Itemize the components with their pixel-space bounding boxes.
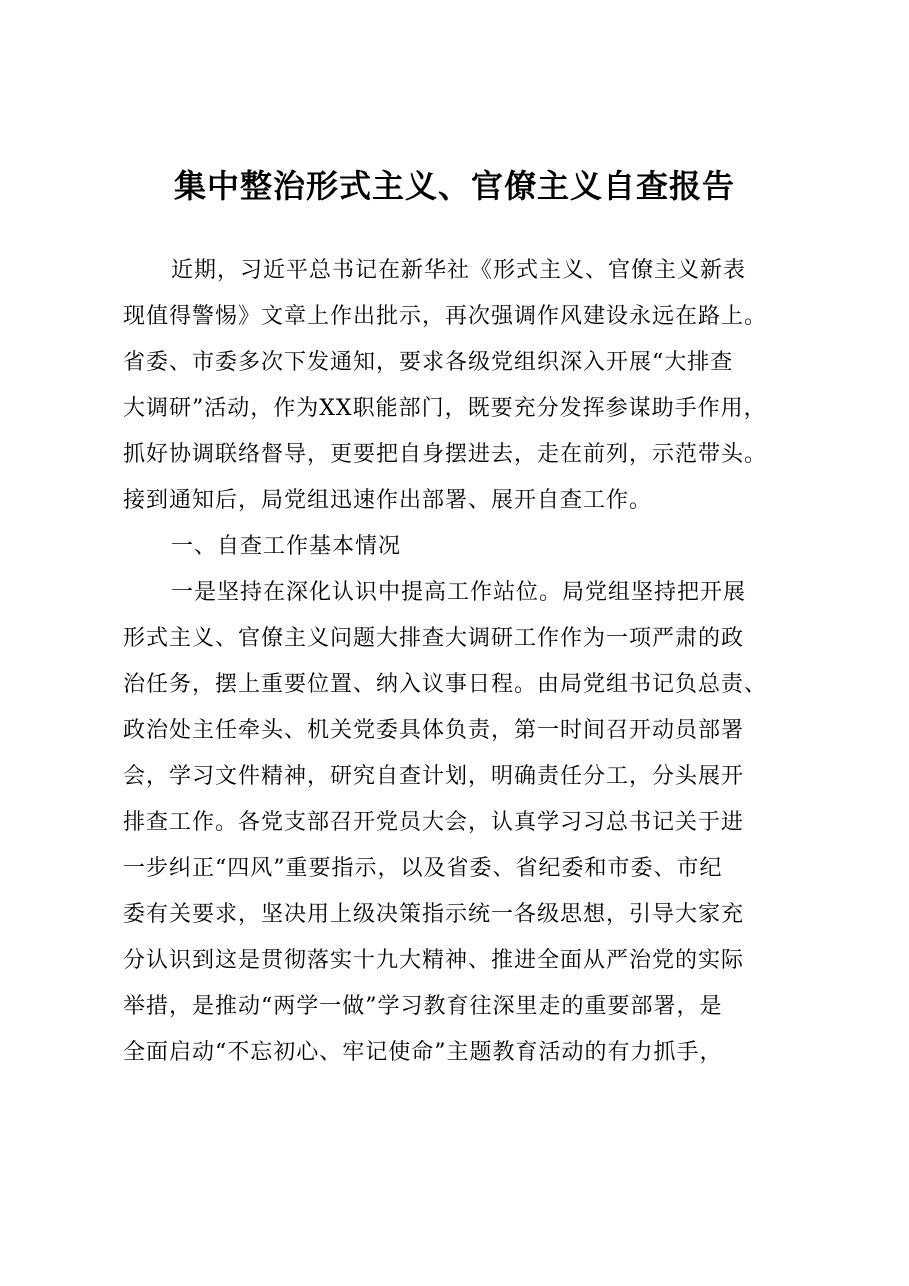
paragraph-line: 分认识到这是贯彻落实十九大精神、推进全面从严治党的实际: [123, 948, 745, 973]
paragraph-line: 抓好协调联络督导，更要把自身摆进去，走在前列，示范带头。: [123, 442, 768, 467]
section-heading: 一、自查工作基本情况: [171, 534, 402, 559]
paragraph-line: 形式主义、官僚主义问题大排查大调研工作作为一项严肃的政: [123, 626, 745, 651]
paragraph-line: 现值得警惕》文章上作出批示，再次强调作风建设永远在路上。: [123, 304, 768, 329]
paragraph-line: 大调研”活动，作为XX职能部门，既要充分发挥参谋助手作用，: [123, 396, 767, 421]
paragraph-line: 接到通知后，局党组迅速作出部署、展开自查工作。: [123, 488, 653, 513]
paragraph-line: 政治处主任牵头、机关党委具体负责，第一时间召开动员部署: [123, 718, 745, 743]
paragraph-line: 举措，是推动“两学一做”学习教育往深里走的重要部署，是: [123, 994, 723, 1019]
document-title: 集中整治形式主义、官僚主义自查报告: [173, 167, 735, 205]
paragraph-line: 一步纠正“四风”重要指示，以及省委、省纪委和市委、市纪: [123, 856, 723, 881]
paragraph-line: 省委、市委多次下发通知，要求各级党组织深入开展“大排查: [123, 350, 734, 375]
paragraph-line: 全面启动“不忘初心、牢记使命”主题教育活动的有力抓手，: [123, 1040, 723, 1065]
paragraph-line: 近期，习近平总书记在新华社《形式主义、官僚主义新表: [171, 258, 747, 283]
paragraph-line: 治任务，摆上重要位置、纳入议事日程。由局党组书记负总责、: [123, 672, 768, 697]
paragraph-line: 委有关要求，坚决用上级决策指示统一各级思想，引导大家充: [123, 902, 745, 927]
paragraph-line: 一是坚持在深化认识中提高工作站位。局党组坚持把开展: [171, 580, 747, 605]
document-body: [123, 248, 813, 1076]
paragraph-line: 排查工作。各党支部召开党员大会，认真学习习总书记关于进: [123, 810, 745, 835]
paragraph-line: 会，学习文件精神，研究自查计划，明确责任分工，分头展开: [123, 764, 745, 789]
